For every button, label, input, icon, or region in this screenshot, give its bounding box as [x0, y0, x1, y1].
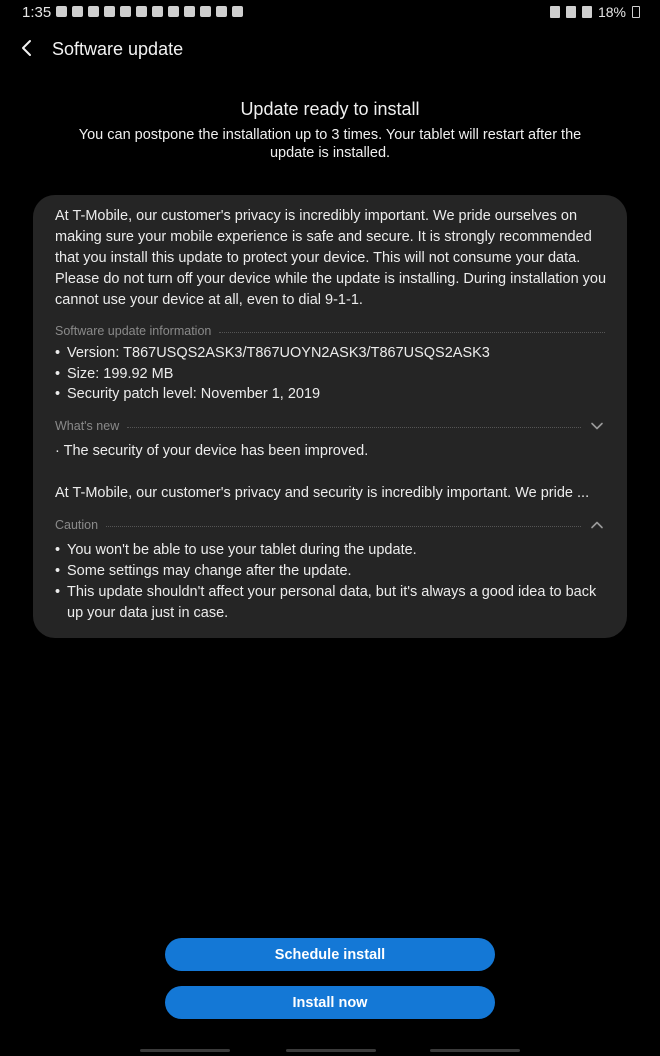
- caution-list: [55, 540, 605, 624]
- list-item: • Version: T867USQS2ASK3/T867UOYN2ASK3/T867USQS2ASK3: [55, 343, 605, 364]
- update-details-card: [33, 195, 627, 638]
- app-icon: [168, 6, 179, 17]
- battery-icon: [632, 6, 640, 18]
- list-item: • Security patch level: November 1, 2019: [55, 384, 605, 405]
- list-item: • Size: 199.92 MB: [55, 364, 605, 385]
- update-subheading: You can postpone the installation up to 3 times. Your tablet will restart after the update is installed.: [78, 127, 582, 161]
- signal-icon: [582, 6, 592, 18]
- app-bar: [0, 30, 660, 70]
- divider: [106, 526, 581, 527]
- hotspot-icon: [216, 6, 227, 17]
- page-title: Software update: [52, 39, 184, 59]
- schedule-install-button[interactable]: Schedule install: [165, 938, 495, 971]
- app-icon: [104, 6, 115, 17]
- back-arrow-icon[interactable]: [16, 36, 40, 60]
- mute-icon: [550, 6, 560, 18]
- data-icon: [566, 6, 576, 18]
- whats-new-header[interactable]: [55, 418, 605, 434]
- info-section-header: [55, 323, 605, 339]
- info-list: [55, 343, 605, 405]
- battery-percentage: 18%: [597, 4, 626, 20]
- list-item: • This update shouldn't affect your personal data, but it's always a good idea to back up your data just in case.: [55, 582, 605, 624]
- divider: [127, 427, 581, 428]
- list-item: • Some settings may change after the update.: [55, 561, 605, 582]
- nav-home[interactable]: [286, 1049, 376, 1052]
- chevron-down-icon[interactable]: [589, 418, 605, 434]
- gallery-icon: [56, 6, 67, 17]
- system-icons: [550, 4, 640, 20]
- intro-text: At T-Mobile, our customer's privacy is incredibly important. We pride ourselves on making sure your mobile experience is safe and secure. It is strongly recommended that you install this update to protect your device. This will not consume your data. Please do not turn off your device while the update is installing. During installation you cannot use your device at all, even to dial 9-1-1.: [55, 208, 607, 308]
- list-item: • You won't be able to use your tablet during the update.: [55, 540, 605, 561]
- update-heading: Update ready to install: [240, 99, 420, 119]
- caution-label: Caution: [55, 518, 99, 532]
- info-section-label: Software update information: [55, 324, 212, 338]
- divider: [219, 332, 605, 333]
- check-icon: [152, 6, 163, 17]
- chevron-up-icon[interactable]: [589, 517, 605, 533]
- message-icon: [72, 6, 83, 17]
- caution-header[interactable]: [55, 517, 605, 533]
- cast-icon: [232, 6, 243, 17]
- notification-icons: [56, 6, 243, 17]
- whats-new-item: · The security of your device has been improved.: [55, 443, 369, 459]
- reddit-icon: [120, 6, 131, 17]
- nav-back[interactable]: [430, 1049, 520, 1052]
- whats-new-label: What's new: [55, 419, 120, 433]
- status-time: 1:35: [22, 4, 52, 21]
- app-icon: [200, 6, 211, 17]
- at-icon: [136, 6, 147, 17]
- whats-new-more: At T-Mobile, our customer's privacy and security is incredibly important. We pride ...: [55, 485, 590, 501]
- install-now-button[interactable]: Install now: [165, 986, 495, 1019]
- nav-recents[interactable]: [140, 1049, 230, 1052]
- status-bar: [0, 0, 660, 26]
- gmail-icon: [184, 6, 195, 17]
- youtube-icon: [88, 6, 99, 17]
